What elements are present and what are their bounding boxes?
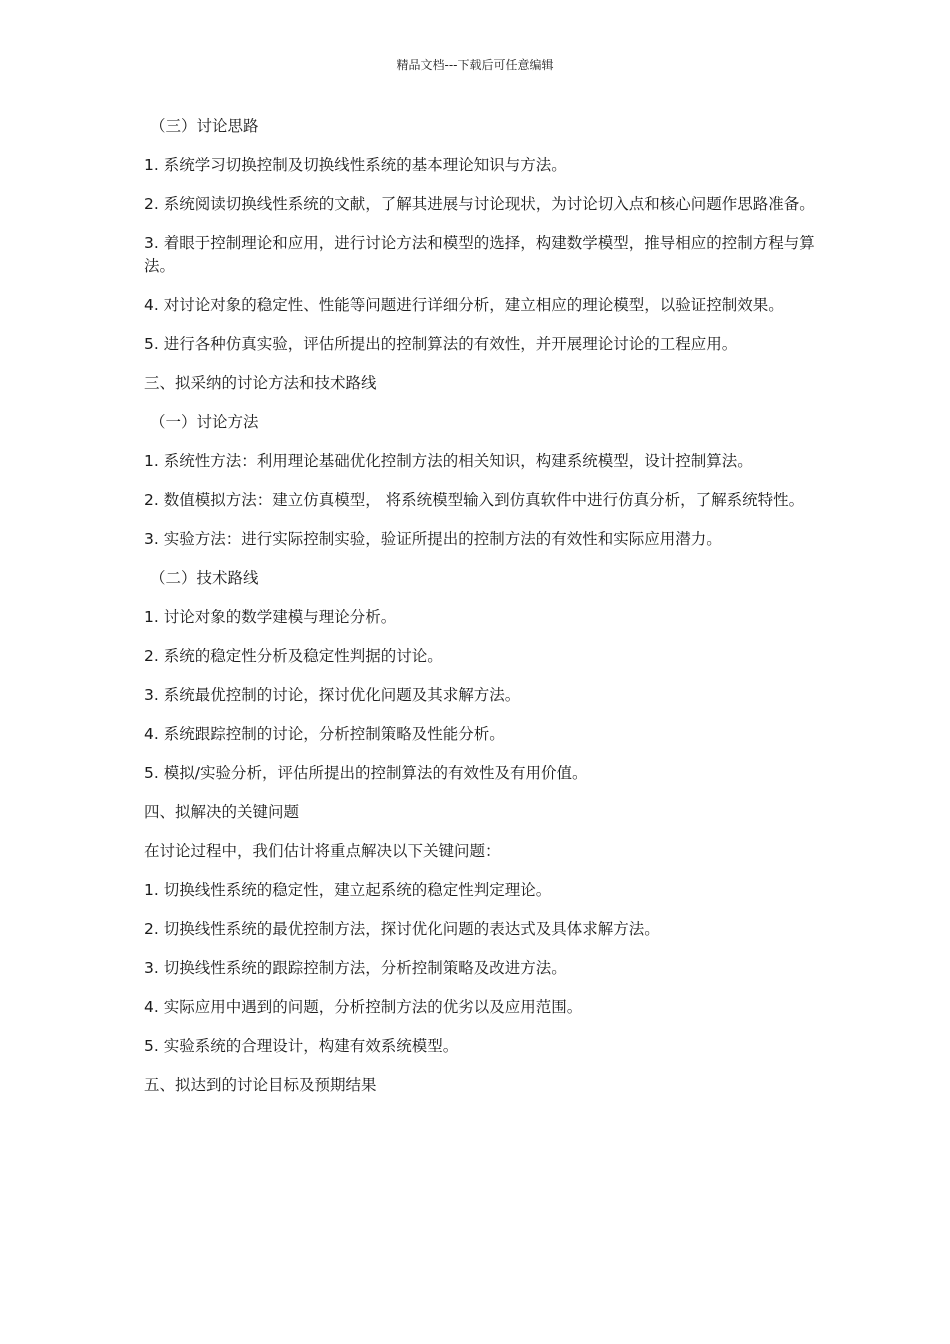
list-item: 4. 对讨论对象的稳定性、性能等问题进行详细分析，建立相应的理论模型，以验证控制效果。 [144,296,784,314]
page-header: 精品文档---下载后可任意编辑 [396,58,554,72]
list-item: 5. 进行各种仿真实验，评估所提出的控制算法的有效性，并开展理论讨论的工程应用。 [144,335,738,353]
list-item: 1. 系统性方法：利用理论基础优化控制方法的相关知识，构建系统模型，设计控制算法。 [144,452,753,470]
section-heading: 五、拟达到的讨论目标及预期结果 [144,1076,377,1094]
list-item: 2. 切换线性系统的最优控制方法，探讨优化问题的表达式及具体求解方法。 [144,920,660,938]
list-item: 2. 系统的稳定性分析及稳定性判据的讨论。 [144,647,443,665]
list-item: 1. 系统学习切换控制及切换线性系统的基本理论知识与方法。 [144,156,567,174]
list-item: 3. 系统最优控制的讨论，探讨优化问题及其求解方法。 [144,686,521,704]
list-item: 1. 切换线性系统的稳定性，建立起系统的稳定性判定理论。 [144,881,552,899]
section-heading: 四、拟解决的关键问题 [144,803,300,821]
section-subheading: （二）技术路线 [150,569,259,587]
section-subheading: （三）讨论思路 [150,117,259,135]
list-item: 2. 系统阅读切换线性系统的文献，了解其进展与讨论现状，为讨论切入点和核心问题作思路准备。 [144,195,815,213]
list-item: 3. 切换线性系统的跟踪控制方法，分析控制策略及改进方法。 [144,959,567,977]
list-item: 4. 实际应用中遇到的问题，分析控制方法的优劣以及应用范围。 [144,998,583,1016]
list-item: 4. 系统跟踪控制的讨论，分析控制策略及性能分析。 [144,725,505,743]
list-item: 3. 着眼于控制理论和应用，进行讨论方法和模型的选择，构建数学模型，推导相应的控制方程与算法。 [144,234,815,275]
list-item: 5. 模拟/实验分析，评估所提出的控制算法的有效性及有用价值。 [144,764,588,782]
intro-paragraph: 在讨论过程中，我们估计将重点解决以下关键问题： [144,842,501,860]
section-heading: 三、拟采纳的讨论方法和技术路线 [144,374,377,392]
list-item: 5. 实验系统的合理设计，构建有效系统模型。 [144,1037,459,1055]
document-body [144,115,816,1113]
list-item: 1. 讨论对象的数学建模与理论分析。 [144,608,397,626]
list-item: 3. 实验方法：进行实际控制实验，验证所提出的控制方法的有效性和实际应用潜力。 [144,530,722,548]
section-subheading: （一）讨论方法 [150,413,259,431]
list-item: 2. 数值模拟方法：建立仿真模型， 将系统模型输入到仿真软件中进行仿真分析，了解系统特性。 [144,491,805,509]
